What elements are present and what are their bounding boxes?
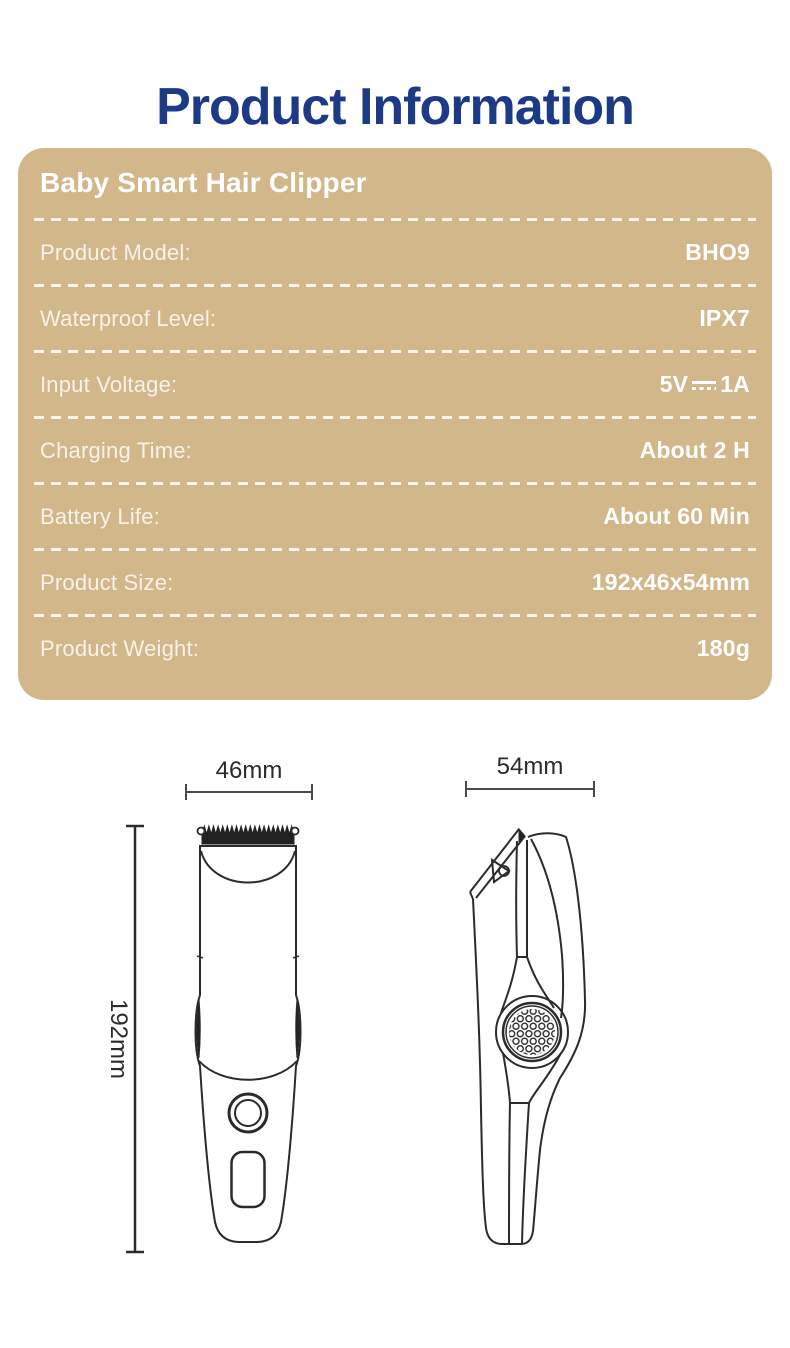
side-notch	[197, 956, 203, 958]
spec-row-product-size	[40, 551, 750, 614]
side-width-dimension	[466, 781, 594, 797]
side-notch	[293, 956, 299, 958]
spec-row-battery-life	[40, 485, 750, 548]
blade-end-loop	[198, 828, 205, 835]
spec-value	[660, 371, 750, 398]
height-label: 192mm	[105, 998, 132, 1080]
spec-value: IPX7	[699, 305, 750, 331]
spec-label: Product Model:	[40, 239, 191, 265]
stem-line-lower	[522, 1103, 529, 1244]
voltage-value: 5V	[659, 371, 689, 397]
lower-seam	[199, 1061, 297, 1080]
front-width-label: 46mm	[215, 757, 283, 784]
spec-value: About 2 H	[639, 437, 750, 463]
stem-line-lower	[509, 1103, 510, 1244]
front-view-body	[196, 846, 301, 1242]
indicator-window	[232, 1152, 265, 1207]
current-value: 1A	[720, 371, 750, 397]
blade-base	[470, 892, 473, 899]
blade-end-loop	[292, 828, 299, 835]
spec-label: Waterproof Level:	[40, 305, 217, 331]
speaker-grille	[509, 1009, 555, 1055]
spec-row-product-model	[40, 221, 750, 284]
spec-row-input-voltage	[40, 353, 750, 416]
head-seam	[201, 851, 295, 883]
spec-row-product-weight	[40, 617, 750, 680]
spec-row-waterproof-level	[40, 287, 750, 350]
blade-latch	[492, 860, 509, 882]
spec-label: Battery Life:	[40, 503, 160, 529]
spec-label: Product Weight:	[40, 635, 200, 661]
spec-value: 192x46x54mm	[591, 569, 750, 595]
front-width-dimension	[186, 784, 312, 800]
spec-value: 180g	[696, 635, 750, 661]
dc-current-icon	[692, 379, 716, 392]
spec-row-charging-time	[40, 419, 750, 482]
page-title: Product Information	[156, 77, 634, 136]
side-view-drawing	[470, 829, 585, 1244]
spec-label: Input Voltage:	[40, 371, 178, 397]
front-view-drawing	[196, 826, 301, 1242]
power-button-inner	[235, 1100, 261, 1126]
spec-label: Charging Time:	[40, 437, 192, 463]
stem-line	[516, 841, 517, 957]
spec-value: BHO9	[685, 239, 750, 265]
product-name-heading: Baby Smart Hair Clipper	[40, 167, 367, 198]
clipper-line-drawings	[0, 700, 790, 1343]
front-seam	[531, 839, 563, 1018]
spec-value: About 60 Min	[603, 503, 750, 529]
product-spec-card	[18, 148, 772, 700]
front-view-teeth	[202, 826, 294, 844]
dimension-diagram	[0, 700, 790, 1343]
side-width-label: 54mm	[496, 753, 564, 780]
spec-label: Product Size:	[40, 569, 174, 595]
